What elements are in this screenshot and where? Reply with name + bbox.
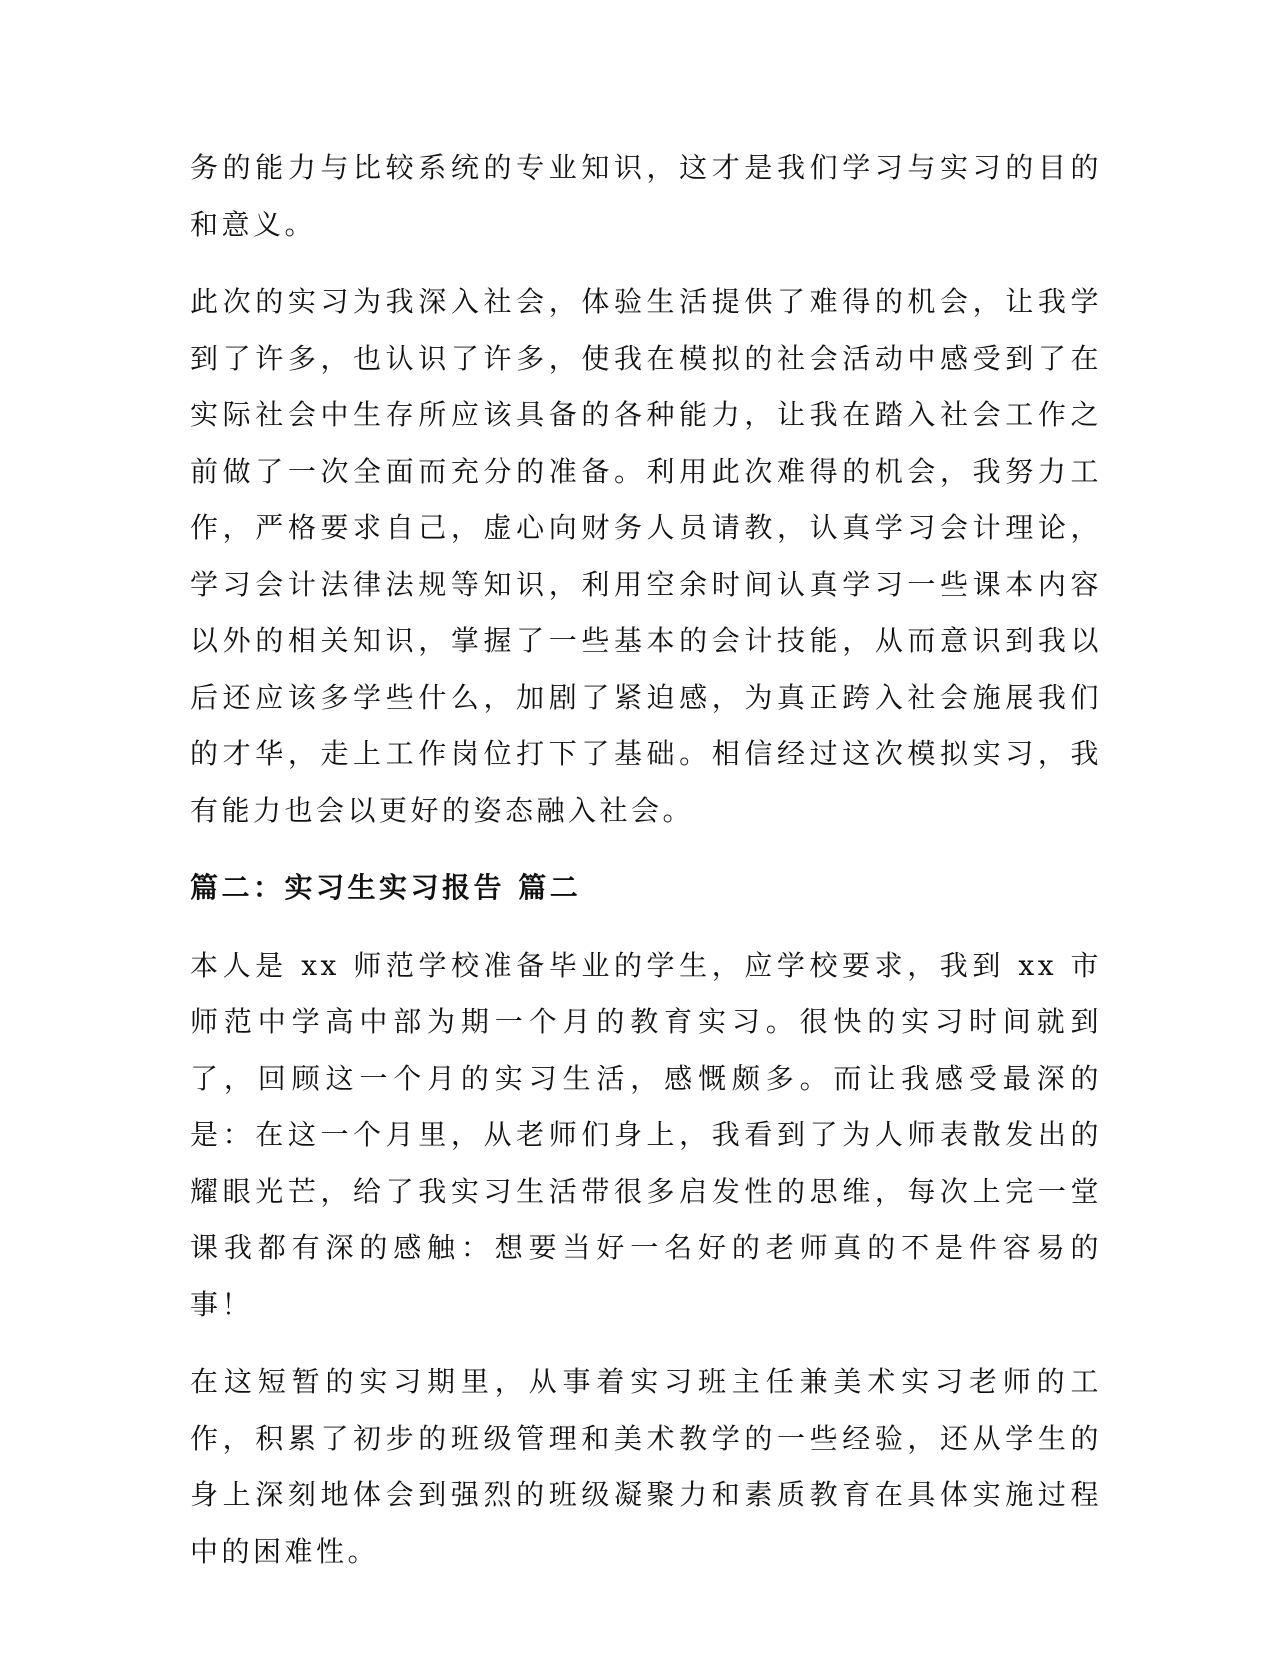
paragraph-experience: 在这短暂的实习期里，从事着实习班主任兼美术实习老师的工作，积累了初步的班级管理和美术教学的一些经验，还从学生的身上深刻地体会到强烈的班级凝聚力和素质教育在具体实施过程中的困难性。 xyxy=(190,1365,1102,1568)
section-heading: 篇二：实习生实习报告 篇二 xyxy=(190,871,582,904)
paragraph-continuation: 务的能力与比较系统的专业知识，这才是我们学习与实习的目的和意义。 xyxy=(190,151,1102,241)
paragraph-internship-summary: 此次的实习为我深入社会，体验生活提供了难得的机会，让我学到了许多，也认识了许多，使我在模拟的社会活动中感受到了在实际社会中生存所应该具备的各种能力，让我在踏入社会工作之前做了一次全面而充分的准备。利用此次难得的机会，我努力工作，严格要求自己，虚心向财务人员请教，认真学习会计理论，学习会计法律法规等知识，利用空余时间认真学习一些课本内容以外的相关知识，掌握了一些基本的会计技能，从而意识到我以后还应该多学些什么，加剧了紧迫感，为真正跨入社会施展我们的才华，走上工作岗位打下了基础。相信经过这次模拟实习，我有能力也会以更好的姿态融入社会。 xyxy=(190,285,1102,827)
paragraph-intro: 本人是 xx 师范学校准备毕业的学生，应学校要求，我到 xx 市师范中学高中部为期一个月的教育实习。很快的实习时间就到了，回顾这一个月的实习生活，感慨颇多。而让我感受最深的是：在这一个月里，从老师们身上，我看到了为人师表散发出的耀眼光芒，给了我实习生活带很多启发性的思维，每次上完一堂课我都有深的感触：想要当好一名好的老师真的不是件容易的事！ xyxy=(190,948,1102,1321)
document-body xyxy=(190,140,1102,1601)
